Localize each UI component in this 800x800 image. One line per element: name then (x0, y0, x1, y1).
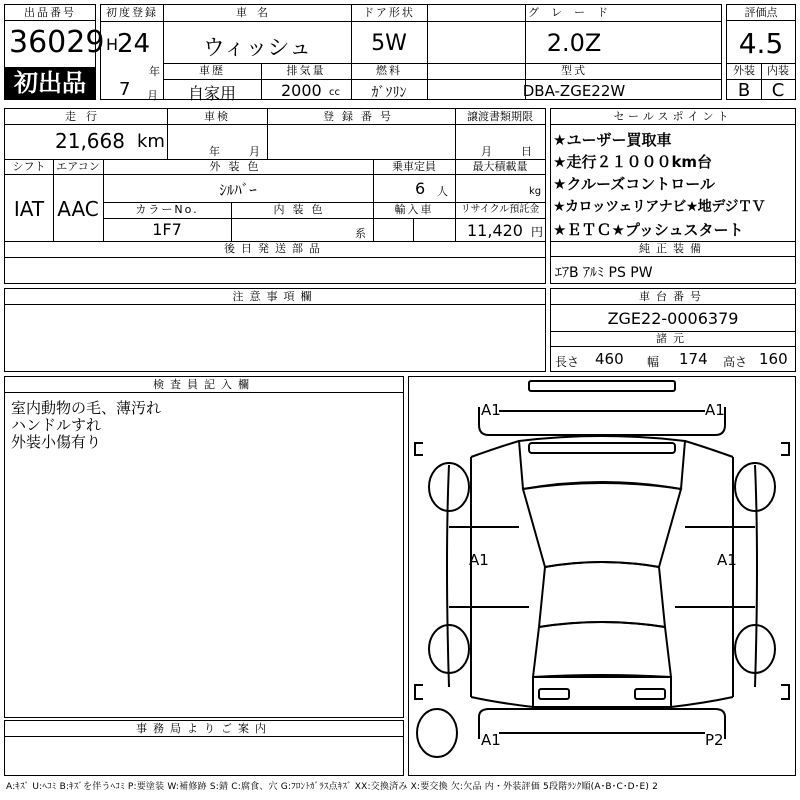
color-no-label: カラーNo. (135, 203, 199, 216)
width: 174 (679, 350, 708, 368)
ac-label: エアコン (56, 160, 100, 173)
car-name: ウィッシュ (202, 36, 312, 61)
recycle: 11,420 (467, 221, 523, 240)
damage-rear-left: A1 (481, 731, 501, 749)
chassis-number: ZGE22-0006379 (607, 309, 739, 328)
damage-rear-right: P2 (705, 731, 724, 749)
model: DBA-ZGE22W (522, 82, 626, 100)
inspection-label: 車検 (204, 110, 230, 123)
history-label: 車歴 (199, 64, 225, 77)
first-reg-month: 7 (119, 79, 131, 100)
seats-unit: 人 (437, 185, 448, 198)
transfer-month-unit: 月 (481, 145, 492, 158)
main-header-box (100, 4, 722, 103)
displacement: 2000 (281, 81, 322, 100)
damage-front-left: A1 (481, 401, 501, 419)
lot-label: 出品番号 (5, 5, 95, 21)
era: H (106, 35, 119, 54)
damage-side-right: A1 (717, 551, 737, 569)
first-reg-label: 初度登録 (106, 6, 158, 19)
inspector-line-2: ハンドルすれ (11, 416, 102, 434)
transfer-day-unit: 日 (521, 145, 532, 158)
score-box (726, 4, 796, 100)
equipment-label: 純正装備 (551, 241, 795, 257)
ac: AAC (57, 197, 99, 221)
reg-no-label: 登録番号 (323, 110, 399, 123)
damage-diagram (408, 376, 796, 776)
mileage: 21,668 (55, 129, 125, 153)
chassis-label: 車台番号 (551, 289, 795, 305)
dims-label: 諸元 (551, 331, 795, 347)
office-box (4, 720, 404, 776)
transfer-label: 譲渡書類期限 (467, 110, 533, 123)
lot-box (4, 4, 105, 100)
ext-color: ｼﾙﾊﾞｰ (219, 181, 257, 199)
shift: IAT (13, 197, 45, 221)
inspection-month-unit: 月 (249, 145, 260, 158)
grade-label: グレード (528, 6, 620, 19)
shift-label: シフト (12, 160, 46, 173)
score: 4.5 (738, 27, 784, 60)
seats: 6 (415, 179, 426, 198)
sales-point-3: ★クルーズコントロール (553, 175, 715, 193)
first-listing-badge: 初出品 (5, 67, 95, 99)
displacement-unit: cc (329, 87, 340, 98)
month-unit: 月 (147, 89, 158, 102)
model-label: 型式 (561, 64, 587, 77)
damage-legend: A:ｷｽﾞ U:ﾍｺﾐ B:ｷｽﾞを伴うﾍｺﾐ P:要塗装 W:補修跡 S:錆 C:腐食、穴 G:ﾌﾛﾝﾄｶﾞﾗｽ点ｷｽﾞ XX:交換済み X:要交換 欠:欠品 内・外装評価 5段階ﾗﾝｸ順(A･B･C･D･E) 2 (6, 782, 659, 792)
equipment-value: ｴｱB ｱﾙﾐ PS PW (555, 265, 653, 281)
fuel-label: 燃料 (376, 64, 402, 77)
fuel: ｶﾞｿﾘﾝ (371, 85, 407, 101)
specs-box (4, 108, 546, 284)
first-reg-year: 24 (117, 29, 151, 59)
color-no: 1F7 (152, 220, 182, 239)
chassis-box (550, 288, 796, 372)
import-label: 輸入車 (394, 203, 434, 216)
recycle-label: リサイクル預託金 (460, 204, 540, 215)
car-outline (409, 377, 795, 775)
lot-number: 36029 (9, 25, 105, 60)
height-label: 高さ (723, 355, 748, 369)
inspector-box (4, 376, 404, 718)
length-label: 長さ (555, 355, 580, 369)
door-label: ドア形状 (363, 6, 415, 19)
max-load-label: 最大積載量 (472, 160, 528, 173)
sales-points-label: セールスポイント (551, 109, 795, 125)
exterior-grade: B (737, 80, 751, 101)
score-label: 評価点 (727, 5, 795, 21)
inspector-line-1: 室内動物の毛、薄汚れ (11, 399, 162, 417)
displacement-label: 排気量 (286, 64, 326, 77)
car-name-label: 車名 (236, 6, 278, 19)
sales-point-2: ★走行２１０００km台 (553, 153, 713, 171)
width-label: 幅 (647, 355, 660, 369)
int-color-unit: 系 (355, 227, 366, 240)
inspection-year-unit: 年 (209, 145, 220, 158)
height: 160 (759, 350, 788, 368)
caution-label: 注意事項欄 (5, 289, 545, 305)
sales-points-box (550, 108, 796, 284)
seats-label: 乗車定員 (392, 160, 436, 173)
mileage-label: 走行 (65, 110, 107, 123)
history: 自家用 (187, 84, 236, 103)
sales-point-4: ★カロッツェリアナビ★地デジＴＶ (553, 199, 765, 215)
grade: 2.0Z (546, 29, 602, 57)
ext-color-label: 外装色 (209, 160, 267, 173)
door: 5W (371, 31, 407, 56)
caution-box (4, 288, 546, 372)
damage-front-right: A1 (705, 401, 725, 419)
mileage-unit: km (137, 131, 165, 152)
length: 460 (595, 350, 624, 368)
damage-side-left: A1 (469, 551, 489, 569)
sales-point-5: ★ＥＴＣ★プッシュスタート (553, 221, 744, 239)
interior-grade: C (771, 80, 785, 101)
int-color-label: 内装色 (273, 203, 331, 216)
recycle-unit: 円 (531, 225, 544, 239)
sales-point-1: ★ユーザー買取車 (553, 131, 672, 149)
max-load-unit: kg (529, 186, 542, 197)
exterior-label: 外装 (733, 64, 755, 77)
interior-label: 内装 (767, 64, 789, 77)
inspector-line-3: 外装小傷有り (11, 433, 102, 451)
inspector-label: 検査員記入欄 (5, 377, 403, 393)
later-parts-label: 後日発送部品 (224, 242, 326, 255)
year-unit: 年 (149, 65, 160, 78)
office-label: 事務局よりご案内 (5, 721, 403, 737)
